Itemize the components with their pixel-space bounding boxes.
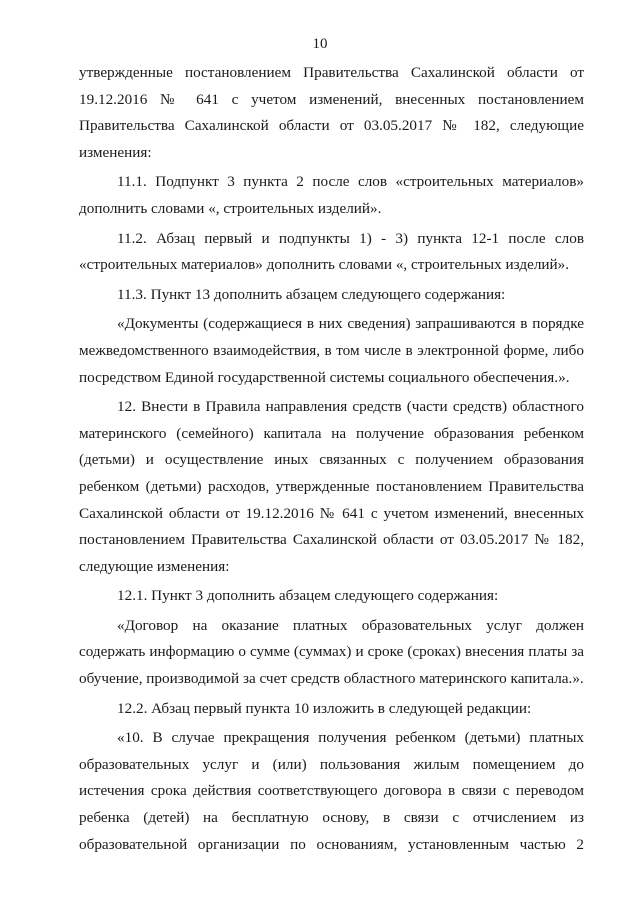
page-number: 10 xyxy=(312,36,328,52)
paragraph-item-11-2: 11.2. Абзац первый и подпункты 1) - 3) пункта 12-1 после слов «строительных материалов» дополнить словами «, строительных изделий». xyxy=(79,229,584,274)
paragraph-item-11-1: 11.1. Подпункт 3 пункта 2 после слов «строительных материалов» дополнить словами «, строительных изделий». xyxy=(79,173,584,217)
document-body xyxy=(79,60,584,858)
paragraph-quote-contract: «Договор на оказание платных образовательных услуг должен содержать информацию о сумме (суммах) и сроке (сроках) внесения платы за обучение, производимой за счет средств областного материнского капитала.». xyxy=(79,616,584,688)
paragraph-item-12: 12. Внести в Правила направления средств (части средств) областного материнского (семейного) капитала на получение образования ребенком (детьми) и осуществление иных связанных с получением образования ребенком (детьми) расходов, утвержденные постановлением Правительства Сахалинской области от 19.12.2016 № 641 с учетом изменений, внесенных постановлением Правительства Сахалинской области от 03.05.2017 № 182, следующие изменения: xyxy=(79,398,584,575)
paragraph-item-12-1: 12.1. Пункт 3 дополнить абзацем следующего содержания: xyxy=(117,587,499,605)
paragraph-quote-item-10: «10. В случае прекращения получения ребенком (детьми) платных образовательных услуг и (или) пользования жилым помещением до истечения срока действия соответствующего договора в связи с переводом ребенка (детей) на бесплатную основу, в связи с отчислением из образовательной организации по основаниям, установленным частью 2 xyxy=(79,729,584,853)
paragraph-quote-documents: «Документы (содержащиеся в них сведения) запрашиваются в порядке межведомственного взаимодействия, в том числе в электронной форме, либо посредством Единой государственной системы социального обеспечения.». xyxy=(79,315,584,386)
paragraph-item-12-2: 12.2. Абзац первый пункта 10 изложить в следующей редакции: xyxy=(117,699,532,717)
paragraph-intro-continuation: утвержденные постановлением Правительства Сахалинской области от 19.12.2016 № 641 с учетом изменений, внесенных постановлением Правительства Сахалинской области от 03.05.2017 № 182, следующие изменения: xyxy=(79,64,584,161)
paragraph-item-11-3: 11.3. Пункт 13 дополнить абзацем следующего содержания: xyxy=(117,285,506,303)
